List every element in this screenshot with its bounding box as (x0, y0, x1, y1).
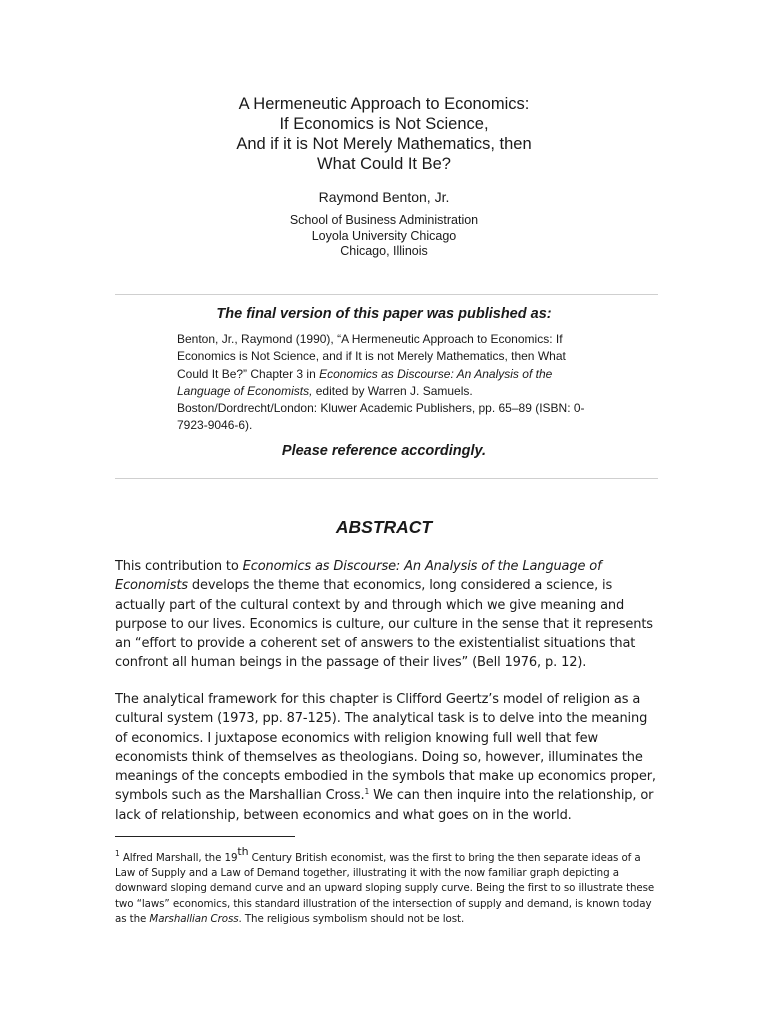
footnote-text: Century British economist, was the first to bring the then separate ideas of a Law of Supply and a Law of Demand together, illustrating it with the now familiar graph depicting a downward sloping demand curve and an upward sloping supply curve. Being the first to so illustrate these two “laws” economics, this standard illustration of the intersection of supply and demand, is known today as the (115, 852, 655, 925)
footnote-text: Alfred Marshall, the 19 (119, 852, 238, 864)
book-title: Economics as Discourse: An Analysis of the Language of Economists (115, 559, 602, 594)
footnote (115, 845, 660, 927)
paragraph-text: We can then inquire into the relationship, or lack of relationship, between economics and what goes on in the world. (115, 788, 654, 823)
ordinal-suffix: th (237, 845, 249, 858)
reference-note: Please reference accordingly. (281, 443, 487, 459)
paragraph-text: This contribution to (115, 559, 243, 574)
affiliation-line: Loyola University Chicago (311, 228, 457, 243)
author-name: Raymond Benton, Jr. (318, 189, 450, 205)
footnote-reference[interactable]: 1 (364, 787, 370, 797)
footnote-marker: 1 (115, 849, 120, 858)
publication-heading: The final version of this paper was published as: (216, 306, 552, 322)
title-line: And if it is Not Merely Mathematics, then (236, 135, 532, 153)
footnote-separator (115, 836, 295, 837)
affiliation-line: Chicago, Illinois (340, 244, 428, 258)
citation (177, 331, 597, 435)
title-line: If Economics is Not Science, (279, 115, 489, 133)
footnote-term: Marshallian Cross (149, 912, 239, 925)
divider-top (115, 294, 658, 295)
title-line: A Hermeneutic Approach to Economics: (238, 95, 530, 113)
paragraph-text: develops the theme that economics, long considered a science, is actually part of the cultural context by and through which we give meaning and purpose to our lives. Economics is culture, our culture in the sense that it represents an “effort to provide a coherent set of answers to the existentialist situations that confront all human beings in the passage of their lives” (Bell 1976, p. 12). (115, 578, 653, 671)
affiliation (0, 213, 768, 260)
affiliation-line: School of Business Administration (289, 213, 479, 227)
divider-bottom (115, 478, 658, 479)
abstract-paragraph-2 (115, 690, 660, 825)
abstract-paragraph-1 (115, 557, 660, 673)
paper-title (0, 94, 768, 174)
citation-book-title: Economics as Discourse: An Analysis of the Language of Economists, (177, 366, 553, 398)
citation-text: Benton, Jr., Raymond (1990), “A Hermeneutic Approach to Economics: If Economics is Not Science, and if It is not Merely Mathematics, then What Could It Be?” Chapter 3 in (177, 332, 566, 381)
abstract-heading: ABSTRACT (335, 517, 433, 537)
title-line: What Could It Be? (317, 155, 451, 173)
footnote-text: . The religious symbolism should not be lost. (238, 912, 465, 925)
citation-text: edited by Warren J. Samuels. Boston/Dordrecht/London: Kluwer Academic Publishers, pp. 65–89 (ISBN: 0-7923-9046-6). (177, 383, 585, 433)
paragraph-text: The analytical framework for this chapter is Clifford Geertz’s model of religion as a cultural system (1973, pp. 87-125). The analytical task is to delve into the meaning of economics. I juxtapose economics with religion knowing full well that few economists think of themselves as theologians. Doing so, however, illuminates the meanings of the concepts embodied in the symbols that make up economics proper, symbols such as the Marshallian Cross. (115, 692, 656, 804)
